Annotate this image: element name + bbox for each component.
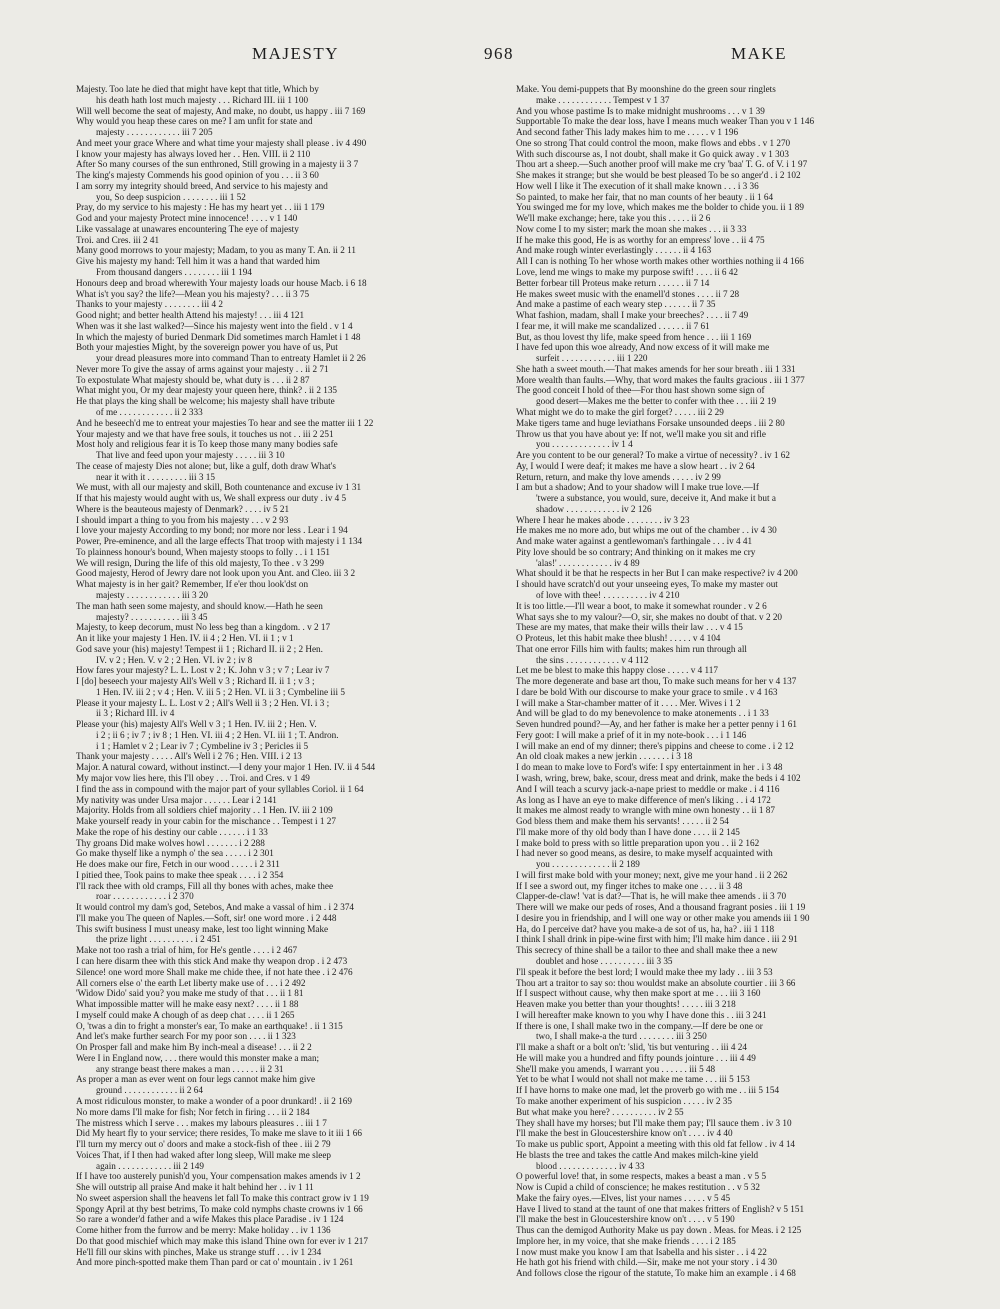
concordance-line: of love with thee! . . . . . . . . . . iv 4 210 (536, 589, 680, 600)
concordance-line: O powerful love! that, in some respects, makes a beast a man . v 5 5 (516, 1171, 767, 1182)
concordance-line: Thus can the demigod Authority Make us pay down . Meas. for Meas. i 2 125 (516, 1225, 802, 1236)
concordance-line: Seven hundred pound?—Ay, and her father is make her a petter penny i 1 61 (516, 719, 797, 730)
concordance-line: He makes sweet music with the enamell'd stones . . . . ii 7 28 (516, 288, 740, 299)
concordance-line: I'll make more of thy old body than I have done . . . . ii 2 145 (516, 826, 740, 837)
concordance-line: Make not too rash a trial of him, for He's gentle . . . . i 2 467 (76, 945, 298, 956)
concordance-line: We will resign, During the life of this old majesty, To thee . v 3 299 (76, 557, 324, 568)
concordance-line: And I will teach a scurvy jack-a-nape priest to meddle or make . i 4 116 (516, 783, 780, 794)
concordance-line: In which the majesty of buried Denmark Did sometimes march Hamlet i 1 48 (76, 331, 361, 342)
concordance-line: Majesty. Too late he died that might have kept that title, Which by (76, 84, 319, 94)
concordance-line: God save your (his) majesty! Tempest ii 1 ; Richard II. ii 2 ; 2 Hen. (76, 643, 323, 654)
concordance-line: your dread pleasures more into command Than to entreaty Hamlet ii 2 26 (96, 353, 366, 364)
concordance-line: Have I lived to stand at the taunt of one that makes fritters of English? v 5 151 (516, 1203, 805, 1214)
concordance-line: doublet and hose . . . . . . . . . . iii 3 35 (536, 956, 673, 967)
concordance-line: And will be glad to do my benevolence to make atonements . . i 1 33 (516, 708, 769, 719)
concordance-line: I am but a shadow; And to your shadow will I make true love.—If (516, 482, 759, 493)
concordance-line: Do that good mischief which may make this island Thine own for ever iv 1 217 (76, 1235, 368, 1246)
concordance-line: I love your majesty According to my bond; nor more nor less . Lear i 1 94 (76, 525, 348, 536)
concordance-line: shadow . . . . . . . . . . . . iv 2 126 (536, 503, 652, 514)
concordance-line: Were I in England now, . . . there would this monster make a man; (76, 1052, 320, 1063)
concordance-line: After So many courses of the sun enthroned, Still growing in a majesty ii 3 7 (76, 159, 359, 170)
concordance-line: From thousand dangers . . . . . . . . iii 1 194 (96, 267, 252, 278)
concordance-line: And make water against a gentlewoman's farthingale . . . iv 4 41 (516, 536, 753, 547)
concordance-line: Both your majesties Might, by the sovereign power you have of us, Put (76, 342, 338, 353)
concordance-line: If I have too austerely punish'd you, Your compensation makes amends iv 1 2 (76, 1171, 361, 1182)
concordance-line: Supportable To make the dear loss, have I means much weaker Than you v 1 146 (516, 116, 815, 127)
concordance-line: I now must make you know I am that Isabella and his sister . . i 4 22 (516, 1246, 767, 1257)
concordance-line: any strange beast there makes a man . . . . . . ii 2 31 (96, 1063, 284, 1074)
concordance-line: To expostulate What majesty should be, what duty is . . . ii 2 87 (76, 374, 310, 385)
concordance-line: Now come I to my sister; mark the moan she makes . . . ii 3 33 (516, 223, 747, 234)
concordance-line: What impossible matter will he make easy next? . . . . ii 1 88 (76, 999, 299, 1010)
concordance-line: roar . . . . . . . . . . . . i 2 370 (96, 891, 194, 902)
concordance-line: Please it your majesty L. L. Lost v 2 ; All's Well ii 3 ; 2 Hen. VI. i 3 ; (76, 697, 330, 708)
concordance-line: I'll rack thee with old cramps, Fill all thy bones with aches, make thee (76, 880, 334, 891)
concordance-line: I'll make you The queen of Naples.—Soft, sir! one word more . i 2 448 (76, 912, 337, 923)
concordance-line: I do mean to make love to Ford's wife: I spy entertainment in her . i 3 48 (516, 762, 783, 773)
concordance-line: 1 Hen. IV. iii 2 ; v 4 ; Hen. V. iii 5 ; 2 Hen. VI. ii 3 ; Cymbeline iii 5 (96, 686, 345, 697)
concordance-line: Better forbear till Proteus make return . . . . . . ii 7 14 (516, 277, 710, 288)
concordance-line: Throw us that you have about ye: If not, we'll make you sit and rifle (516, 428, 766, 439)
concordance-line: He will make you a hundred and fifty pounds jointure . . . iii 4 49 (516, 1052, 756, 1063)
concordance-line: The man hath seen some majesty, and should know.—Hath he seen (76, 600, 323, 611)
concordance-line: Give his majesty my hand: Tell him it was a hand that warded him (76, 256, 320, 267)
concordance-line: It is too little.—I'll wear a boot, to make it somewhat rounder . v 2 6 (516, 600, 767, 611)
concordance-line: Pray, do my service to his majesty : He has my heart yet . . iii 1 179 (76, 202, 325, 213)
concordance-line: All corners else o' the earth Let liberty make use of . . . i 2 492 (76, 977, 306, 988)
concordance-line: 'alas!' . . . . . . . . . . . . iv 4 89 (536, 557, 640, 568)
concordance-line: 'Widow Dido' said you? you make me study of that . . . ii 1 81 (76, 988, 304, 999)
concordance-line: I myself could make A chough of as deep chat . . . . ii 1 265 (76, 1009, 295, 1020)
concordance-line: the prize light . . . . . . . . . . i 2 451 (96, 934, 221, 945)
concordance-line: Majority. Holds from all soldiers chief majority . . 1 Hen. IV. iii 2 109 (76, 805, 333, 816)
concordance-line: surfeit . . . . . . . . . . . . iii 1 220 (536, 353, 648, 364)
right-column (516, 84, 946, 1279)
concordance-line: I make bold to press with so little preparation upon you . . ii 2 162 (516, 837, 760, 848)
concordance-line: O, 'twas a din to fright a monster's ear, To make an earthquake! . ii 1 315 (76, 1020, 343, 1031)
concordance-line: And let's make further search For my poor son . . . . ii 1 323 (76, 1031, 296, 1042)
concordance-line: I think I shall drink in pipe-wine first with him; I'll make him dance . iii 2 91 (516, 934, 798, 945)
concordance-line: This swift business I must uneasy make, lest too light winning Make (76, 923, 329, 934)
concordance-line: I will hereafter make known to you why I have done this . . iii 3 241 (516, 1009, 767, 1020)
concordance-line: And make rough winter everlastingly . . . . . . ii 4 163 (516, 245, 712, 256)
concordance-line: And more pinch-spotted make them Than pard or cat o' mountain . iv 1 261 (76, 1257, 354, 1268)
concordance-line: This secrecy of thine shall be a tailor to thee and shall make thee a new (516, 945, 778, 956)
concordance-line: And second father This lady makes him to me . . . . . v 1 196 (516, 127, 739, 138)
concordance-line: A most ridiculous monster, to make a wonder of a poor drunkard! . ii 2 169 (76, 1095, 352, 1106)
concordance-line: Now is Cupid a child of conscience; he makes restitution . . v 5 32 (516, 1182, 760, 1193)
concordance-line: If I have horns to make one mad, let the proverb go with me . . iii 5 154 (516, 1085, 780, 1096)
concordance-line: Return, return, and make thy love amends . . . . . iv 2 99 (516, 471, 721, 482)
concordance-line: If I see a sword out, my finger itches to make one . . . . ii 3 48 (516, 880, 743, 891)
concordance-line: i 1 ; Hamlet v 2 ; Lear iv 7 ; Cymbeline iv 3 ; Pericles ii 5 (96, 740, 309, 751)
concordance-line: He'll fill our skins with pinches, Make us strange stuff . . . iv 1 234 (76, 1246, 322, 1257)
concordance-line: Make. You demi-puppets that By moonshine do the green sour ringlets (516, 84, 776, 94)
concordance-line: To plainness honour's bound, When majesty stoops to folly . . i 1 151 (76, 546, 330, 557)
concordance-line: What fashion, madam, shall I make your breeches? . . . . ii 7 49 (516, 310, 749, 321)
concordance-line: I will first make bold with your money; next, give me your hand . ii 2 262 (516, 869, 788, 880)
concordance-line: Most holy and religious fear it is To keep those many many bodies safe (76, 439, 338, 450)
concordance-line: An old cloak makes a new jerkin . . . . . . . i 3 18 (516, 751, 693, 762)
concordance-line: It makes me almost ready to wrangle with mine own honesty . . ii 1 87 (516, 805, 775, 816)
concordance-line: I had never so good means, as desire, to make myself acquainted with (516, 848, 773, 859)
concordance-line: Let me be blest to make this happy close . . . . . v 4 117 (516, 665, 718, 676)
page-number: 968 (484, 44, 514, 63)
concordance-line: I'll make the best in Gloucestershire know on't . . . . iv 4 40 (516, 1128, 733, 1139)
concordance-line: These are my mates, that make their wills their law . . . v 4 15 (516, 622, 743, 633)
concordance-line: My nativity was under Ursa major . . . . . . Lear i 2 141 (76, 794, 277, 805)
concordance-line: Thank your majesty . . . . . All's Well i 2 76 ; Hen. VIII. i 2 13 (76, 751, 302, 762)
concordance-line: Many good morrows to your majesty; Madam, to you as many T. An. ii 2 11 (76, 245, 357, 256)
concordance-line: I am sorry my integrity should breed, And service to his majesty and (76, 180, 328, 191)
concordance-line: If there is one, I shall make two in the company.—If dere be one or (516, 1020, 763, 1031)
concordance-line: Why would you heap these cares on me? I am unfit for state and (76, 116, 313, 127)
concordance-line: Silence! one word more Shall make me chide thee, if not hate thee . i 2 476 (76, 966, 353, 977)
concordance-line: ground . . . . . . . . . . . . ii 2 64 (96, 1085, 203, 1096)
concordance-line: I'll make the best in Gloucestershire know on't . . . . v 5 190 (516, 1214, 735, 1225)
concordance-line: Love, lend me wings to make my purpose swift! . . . . ii 6 42 (516, 267, 738, 278)
concordance-line: Make the rope of his destiny our cable . . . . . . i 1 33 (76, 826, 268, 837)
concordance-line: Thou art a sheep.—Such another proof will make me cry 'baa' T. G. of V. i 1 97 (516, 159, 808, 170)
concordance-line: He hath got his friend with child.—Sir, make me not your story . i 4 30 (516, 1257, 777, 1268)
concordance-line: But, as thou lovest thy life, make speed from hence . . . iii 1 169 (516, 331, 752, 342)
concordance-line: I can here disarm thee with this stick And make thy weapon drop . i 2 473 (76, 956, 348, 967)
concordance-line: It would control my dam's god, Setebos, And make a vassal of him . i 2 374 (76, 902, 355, 913)
concordance-line: Power, Pre-eminence, and all the large effects That troop with majesty i 1 134 (76, 536, 363, 547)
concordance-line: What might we do to make the girl forget? . . . . . iii 2 29 (516, 406, 724, 417)
concordance-line: I'll turn my mercy out o' doors and make a stock-fish of thee . iii 2 79 (76, 1139, 331, 1150)
concordance-line: Will well become the seat of majesty, And make, no doubt, us happy . iii 7 169 (76, 105, 366, 116)
concordance-line: How fares your majesty? L. L. Lost v 2 ; K. John v 3 ; v 7 ; Lear iv 7 (76, 665, 330, 676)
concordance-line: Good night; and better health Attend his majesty! . . . iii 4 121 (76, 310, 305, 321)
concordance-line: He blasts the tree and takes the cattle And makes milch-kine yield (516, 1149, 759, 1160)
concordance-line: Honours deep and broad wherewith Your majesty loads our house Macb. i 6 18 (76, 277, 367, 288)
concordance-line: Ha, do I perceive dat? have you make-a de sot of us, ha, ha? . iii 1 118 (516, 923, 775, 934)
concordance-line: When was it she last walked?—Since his majesty went into the field . v 1 4 (76, 320, 353, 331)
concordance-line: The king's majesty Commends his good opinion of you . . . ii 3 60 (76, 170, 319, 181)
running-header (0, 44, 1000, 70)
concordance-line: As proper a man as ever went on four legs cannot make him give (76, 1074, 316, 1085)
concordance-line: I know your majesty has always loved her . . Hen. VIII. ii 2 110 (76, 148, 311, 159)
concordance-line: He that plays the king shall be welcome; his majesty shall have tribute (76, 396, 335, 407)
concordance-line: That one error Fills him with faults; makes him run through all (516, 643, 747, 654)
concordance-line: Major. A natural coward, without instinct.—I deny your major 1 Hen. IV. ii 4 544 (76, 762, 376, 773)
concordance-line: of me . . . . . . . . . . . . ii 2 333 (96, 406, 203, 417)
concordance-line: As long as I have an eye to make difference of men's liking . . i 4 172 (516, 794, 771, 805)
concordance-line: No more dams I'll make for fish; Nor fetch in firing . . . ii 2 184 (76, 1106, 310, 1117)
concordance-line: near it with it . . . . . . . . . iii 3 15 (96, 471, 215, 482)
concordance-line: There will we make our peds of roses, And a thousand fragrant posies . iii 1 19 (516, 902, 806, 913)
concordance-line: Never more To give the assay of arms against your majesty . . ii 2 71 (76, 363, 329, 374)
concordance-line: majesty . . . . . . . . . . . . iii 7 205 (96, 127, 213, 138)
concordance-line: Please your (his) majesty All's Well v 3 ; 1 Hen. IV. iii 2 ; Hen. V. (76, 719, 317, 730)
concordance-line: Ay, I would I were deaf; it makes me have a slow heart . . iv 2 64 (516, 460, 755, 471)
concordance-line: She will outstrip all praise And make it halt behind her . . iv 1 11 (76, 1182, 314, 1193)
concordance-line: On Prosper fall and make him By inch-meal a disease! . . . ii 2 2 (76, 1042, 312, 1053)
concordance-line: Yet to be what I would not shall not make me tame . . . iii 5 153 (516, 1074, 750, 1085)
concordance-line: And follows close the rigour of the statute, To make him an example . i 4 68 (516, 1268, 796, 1279)
concordance-line: The good conceit I hold of thee—For thou hast shown some sign of (516, 385, 765, 396)
concordance-line: Clapper-de-claw! 'vat is dat?—That is, he will make thee amends . ii 3 70 (516, 891, 787, 902)
concordance-line: Go make thyself like a nymph o' the sea . . . . . i 2 301 (76, 848, 274, 859)
concordance-line: She'll make you amends, I warrant you . . . . . . iii 5 48 (516, 1063, 716, 1074)
concordance-line: Thou art a traitor to say so: thou wouldst make an absolute courtier . iii 3 66 (516, 977, 796, 988)
concordance-line: Pity love should be so contrary; And thinking on it makes me cry (516, 546, 756, 557)
concordance-line: What might you, Or my dear majesty your queen here, think? . ii 2 135 (76, 385, 338, 396)
concordance-line: Come hither from the furrow and be merry: Make holiday . . iv 1 136 (76, 1225, 331, 1236)
concordance-line: What says she to my valour?—O, sir, she makes no doubt of that. v 2 20 (516, 611, 783, 622)
concordance-line: Thy groans Did make wolves howl . . . . . . . i 2 288 (76, 837, 265, 848)
concordance-line: you, So deep suspicion . . . . . . . . iii 1 52 (96, 191, 246, 202)
concordance-line: majesty . . . . . . . . . . . . iii 3 20 (96, 589, 209, 600)
concordance-line: She makes it strange; but she would be best pleased To be so anger'd . i 2 102 (516, 170, 801, 181)
concordance-line: I should impart a thing to you from his majesty . . . v 2 93 (76, 514, 289, 525)
concordance-line: IV. v 2 ; Hen. V. v 2 ; 2 Hen. VI. iv 2 ; iv 8 (96, 654, 253, 665)
concordance-line: If that his majesty would aught with us, We shall express our duty . iv 4 5 (76, 493, 347, 504)
concordance-line: God bless them and make them his servants! . . . . . ii 2 54 (516, 816, 729, 827)
concordance-line: She hath a sweet mouth.—That makes amends for her sour breath . iii 1 331 (516, 363, 796, 374)
concordance-line: More wealth than faults.—Why, that word makes the faults gracious . iii 1 377 (516, 374, 805, 385)
concordance-line: I should have scratch'd out your unseeing eyes, To make my master out (516, 579, 778, 590)
concordance-line: You swinged me for my love, which makes me the bolder to chide you. ii 1 89 (516, 202, 804, 213)
concordance-line: What majesty is in her gait? Remember, If e'er thou look'dst on (76, 579, 309, 590)
concordance-line: Good majesty, Herod of Jewry dare not look upon you Ant. and Cleo. iii 3 2 (76, 568, 356, 579)
concordance-line: I will make an end of my dinner; there's pippins and cheese to come . i 2 12 (516, 740, 794, 751)
concordance-line: What is't you say? the life?—Mean you his majesty? . . . ii 3 75 (76, 288, 310, 299)
concordance-line: Fery goot: I will make a prief of it in my note-book . . . i 1 146 (516, 729, 747, 740)
concordance-line: you . . . . . . . . . . . . . ii 2 189 (536, 859, 640, 870)
header-right-keyword: MAKE (731, 44, 788, 63)
concordance-line: good desert—Makes me the better to confer with thee . . . iii 2 19 (536, 396, 777, 407)
concordance-line: I find the ass in compound with the major part of your syllables Coriol. ii 1 64 (76, 783, 364, 794)
concordance-line: And meet your grace Where and what time your majesty shall please . iv 4 490 (76, 137, 367, 148)
concordance-line: We'll make exchange; here, take you this . . . . . ii 2 6 (516, 213, 711, 224)
concordance-line: Heaven make you better than your thoughts! . . . . . iii 3 218 (516, 999, 736, 1010)
concordance-line: Are you content to be our general? To make a virtue of necessity? . iv 1 62 (516, 450, 790, 461)
concordance-line: i 2 ; ii 6 ; iv 7 ; iv 8 ; 1 Hen. VI. iii 4 ; 2 Hen. VI. iii 1 ; T. Andron. (96, 729, 339, 740)
concordance-line: Troi. and Cres. iii 2 41 (76, 234, 160, 245)
concordance-line: blood . . . . . . . . . . . . . iv 4 33 (536, 1160, 645, 1171)
concordance-line: If I suspect without cause, why then make sport at me . . . iii 3 160 (516, 988, 761, 999)
concordance-line: I have fed upon this woe already, And now excess of it will make me (516, 342, 770, 353)
concordance-line: Like vassalage at unawares encountering The eye of majesty (76, 223, 299, 234)
concordance-line: The more degenerate and base art thou, To make such means for her v 4 137 (516, 676, 797, 687)
concordance-line: One so strong That could control the moon, make flows and ebbs . v 1 270 (516, 137, 791, 148)
concordance-line: O Proteus, let this habit make thee blush! . . . . . v 4 104 (516, 633, 721, 644)
concordance-line: To make another experiment of his suspicion . . . . . iv 2 35 (516, 1095, 732, 1106)
concordance-line: Did My heart fly to your service; there resides, To make me slave to it iii 1 66 (76, 1128, 362, 1139)
concordance-line: Where I hear he makes abode . . . . . . . . iv 3 23 (516, 514, 690, 525)
concordance-line: I pitied thee, Took pains to make thee speak . . . . i 2 354 (76, 869, 284, 880)
concordance-line: God and your majesty Protect mine innocence! . . . . v 1 140 (76, 213, 298, 224)
concordance-line: So painted, to make her fair, that no man counts of her beauty . ii 1 64 (516, 191, 774, 202)
concordance-line: That live and feed upon your majesty . . . . . iii 3 10 (96, 450, 285, 461)
concordance-line: We must, with all our majesty and skill, Both countenance and excuse iv 1 31 (76, 482, 362, 493)
concordance-line: Majesty, to keep decorum, must No less beg than a kingdom. . v 2 17 (76, 622, 331, 633)
concordance-line: And you whose pastime Is to make midnight mushrooms . . . v 1 39 (516, 105, 765, 116)
concordance-line: I'll speak it before the best lord; I would make thee my lady . . iii 3 53 (516, 966, 773, 977)
concordance-line: 'twere a substance, you would, sure, deceive it, And make it but a (536, 493, 776, 504)
concordance-line: The cease of majesty Dies not alone; but, like a gulf, doth draw What's (76, 460, 336, 471)
concordance-line: I will make a Star-chamber matter of it . . . . Mer. Wives i 1 2 (516, 697, 741, 708)
concordance-line: The mistress which I serve . . . makes my labours pleasures . . iii 1 7 (76, 1117, 327, 1128)
concordance-line: the sins . . . . . . . . . . . . v 4 112 (536, 654, 649, 665)
concordance-line: I dare be bold With our discourse to make your grace to smile . v 4 163 (516, 686, 778, 697)
left-column (76, 84, 506, 1268)
concordance-line: Spongy April at thy best betrims, To make cold nymphs chaste crowns iv 1 66 (76, 1203, 363, 1214)
concordance-line: Voices That, if I then had waked after long sleep, Will make me sleep (76, 1149, 332, 1160)
concordance-line: And make a pastime of each weary step . . . . . . ii 7 35 (516, 299, 716, 310)
header-left-keyword: MAJESTY (252, 44, 340, 63)
concordance-line: I wash, wring, brew, bake, scour, dress meat and drink, make the beds i 4 102 (516, 773, 801, 783)
concordance-line: My major vow lies here, this I'll obey . . . Troi. and Cres. v 1 49 (76, 773, 310, 783)
concordance-line: An it like your majesty 1 Hen. IV. ii 4 ; 2 Hen. VI. ii 1 ; v 1 (76, 633, 294, 644)
concordance-line: majesty? . . . . . . . . . . . iii 3 45 (96, 611, 208, 622)
concordance-line: Your majesty and we that have free souls, it touches us not . . iii 2 251 (76, 428, 334, 439)
concordance-line: Thanks to your majesty . . . . . . . . iii 4 2 (76, 299, 223, 310)
concordance-line: Make the fairy oyes.—Elves, list your names . . . . . v 5 45 (516, 1192, 731, 1203)
concordance-line: All I can is nothing To her whose worth makes other worthies nothing ii 4 166 (516, 256, 804, 267)
concordance-line: ii 3 ; Richard III. iv 4 (96, 708, 175, 719)
concordance-line: If he make this good, He is as worthy for an empress' love . . ii 4 75 (516, 234, 765, 245)
concordance-line: Where is the beauteous majesty of Denmark? . . . . iv 5 21 (76, 503, 290, 514)
concordance-line: I desire you in friendship, and I will one way or other make you amends iii 1 90 (516, 912, 810, 923)
concordance-line: He does make our fire, Fetch in our wood . . . . . i 2 311 (76, 859, 280, 870)
concordance-line: Implore her, in my voice, that she make friends . . . . i 2 185 (516, 1235, 736, 1246)
concordance-line: you . . . . . . . . . . . . . iv 1 4 (536, 439, 633, 450)
concordance-line: But what make you here? . . . . . . . . . . iv 2 55 (516, 1106, 684, 1117)
concordance-line: And he beseech'd me to entreat your majesties To hear and see the matter iii 1 22 (76, 417, 374, 428)
concordance-line: They shall have my horses; but I'll make them pay; I'll sauce them . iv 3 10 (516, 1117, 792, 1128)
concordance-line: two, I shall make-a the turd . . . . . . . . iii 3 250 (536, 1031, 707, 1042)
concordance-line: make . . . . . . . . . . . . Tempest v 1 37 (536, 94, 670, 105)
concordance-line: I [do] beseech your majesty All's Well v 3 ; Richard II. ii 1 ; v 3 ; (76, 676, 315, 687)
concordance-line: He makes me no more ado, but whips me out of the chamber . . iv 4 30 (516, 525, 777, 536)
concordance-line: No sweet aspersion shall the heavens let fall To make this contract grow iv 1 19 (76, 1192, 369, 1203)
concordance-line: I fear me, it will make me scandalized . . . . . . ii 7 61 (516, 320, 710, 331)
concordance-line: What should it be that he respects in her But I can make respective? iv 4 200 (516, 568, 798, 579)
concordance-line: I'll make a shaft or a bolt on't: 'slid, 'tis but venturing . . iii 4 24 (516, 1042, 747, 1053)
concordance-line: Make tigers tame and huge leviathans Forsake unsounded deeps . iii 2 80 (516, 417, 785, 428)
concordance-line: again . . . . . . . . . . . . iii 2 149 (96, 1160, 204, 1171)
concordance-line: To make us public sport, Appoint a meeting with this old fat fellow . iv 4 14 (516, 1139, 796, 1150)
concordance-line: So rare a wonder'd father and a wife Makes this place Paradise . iv 1 124 (76, 1214, 344, 1225)
concordance-line: With such discourse as, I not doubt, shall make it Go quick away . v 1 303 (516, 148, 789, 159)
concordance-line: his death hath lost much majesty . . . Richard III. iii 1 100 (96, 94, 309, 105)
concordance-line: Make yourself ready in your cabin for the mischance . . Tempest i 1 27 (76, 816, 336, 827)
concordance-line: How well I like it The execution of it shall make known . . . i 3 36 (516, 180, 759, 191)
